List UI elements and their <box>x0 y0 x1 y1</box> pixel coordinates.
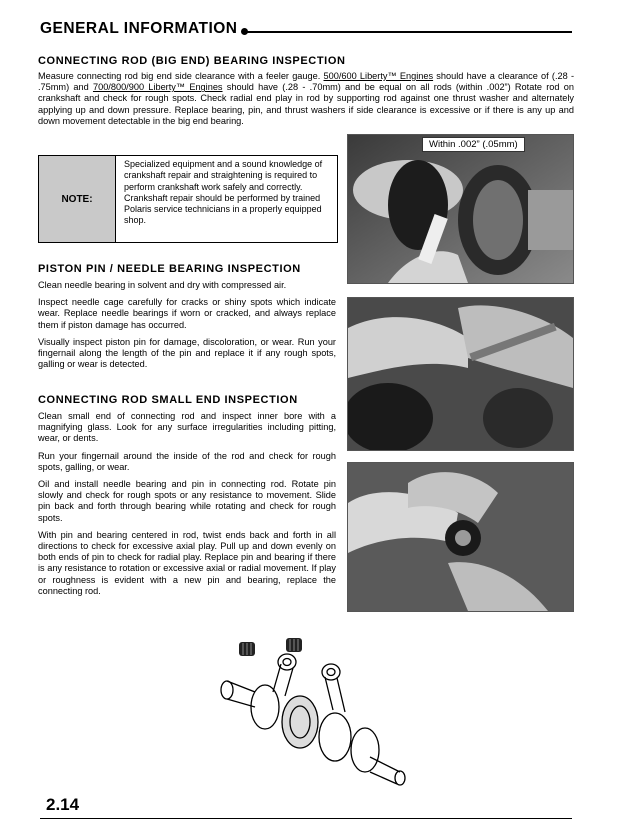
photo-feeler-gauge-graphic <box>348 135 573 283</box>
link-700-800-900-engines[interactable]: 700/800/900 Liberty™ Engines <box>92 82 223 93</box>
paragraph: Clean small end of connecting rod and inspect inner bore with a magnifying glass. Look for any surface irregularities including pitting, wear, or dents. <box>38 411 336 444</box>
photo-pin-inspection-graphic <box>348 298 573 450</box>
note-box <box>38 155 338 243</box>
page-number: 2.14 <box>46 795 80 814</box>
photo-caption: Within .002” (.05mm) <box>422 137 525 152</box>
photo-feeler-gauge <box>347 134 574 284</box>
photo-pin-inspection <box>347 297 574 451</box>
section-heading-piston-pin: PISTON PIN / NEEDLE BEARING INSPECTION <box>38 263 301 275</box>
body-text: should have (.28 - .70mm) and be equal on all rods (within .002”) Rotate rod on crankshaft and check for rough spots. Check radial end play in rod by supporting rod against one thrust washer and alternately applying up and down pressure. Replace bearing, pin, and thrust washers if side clearance is excessive or if there is any up and down movement detectable in the big end bearing. <box>38 82 574 126</box>
section-heading-big-end: CONNECTING ROD (BIG END) BEARING INSPECTION <box>38 55 346 67</box>
page-header-title: GENERAL INFORMATION <box>40 20 238 37</box>
photo-small-end-graphic <box>348 463 573 611</box>
section-body-small-end <box>38 411 336 597</box>
crankshaft-illustration <box>215 632 410 792</box>
footer-rule <box>40 818 572 819</box>
paragraph: Clean needle bearing in solvent and dry with compressed air. <box>38 280 287 290</box>
photo-small-end-inspection <box>347 462 574 612</box>
section-body-big-end <box>38 71 574 127</box>
paragraph: With pin and bearing centered in rod, twist ends back and forth in all directions to check for excessive axial play. Pull up and down evenly on both ends of pin to check for radial play. Replace pin and bearing if there is any resistance to rotation or excessive axial or radial movement. If play or roughness is evident with a new pin and bearing, replace the connecting rod. <box>38 529 336 596</box>
header-rule <box>246 31 572 33</box>
paragraph: Visually inspect piston pin for damage, discoloration, or wear. Run your fingernail along the length of the pin and replace it if any rough spots, galling or wear is detected. <box>38 336 336 370</box>
note-text: Specialized equipment and a sound knowledge of crankshaft repair and straightening is required to perform crankshaft work safely and correctly. Crankshaft repair should be performed by trained Polaris service technicians in a properly equipped shop. <box>115 156 337 242</box>
body-text: should have a clearance of (.28 - .75mm) and <box>38 71 575 93</box>
section-heading-small-end: CONNECTING ROD SMALL END INSPECTION <box>38 394 298 406</box>
paragraph: Inspect needle cage carefully for cracks or shiny spots which indicate wear. Replace needle bearings if worn or cracked, and always replace them if piston damage has occurred. <box>38 297 336 330</box>
section-body-piston-pin <box>38 280 336 370</box>
body-text: Measure connecting rod big end side clearance with a feeler gauge. <box>38 71 324 81</box>
paragraph: Oil and install needle bearing and pin in connecting rod. Rotate pin slowly and check for rough spots or any resistance to movement. Slide pin back and forth through bearing while rotating and check for rough spots. <box>38 479 336 523</box>
crankshaft-drawing <box>215 632 410 792</box>
link-500-600-engines[interactable]: 500/600 Liberty™ Engines <box>323 71 434 81</box>
paragraph: Run your fingernail around the inside of the rod and check for rough spots, galling, or wear. <box>38 450 336 472</box>
note-label: NOTE: <box>39 156 115 242</box>
